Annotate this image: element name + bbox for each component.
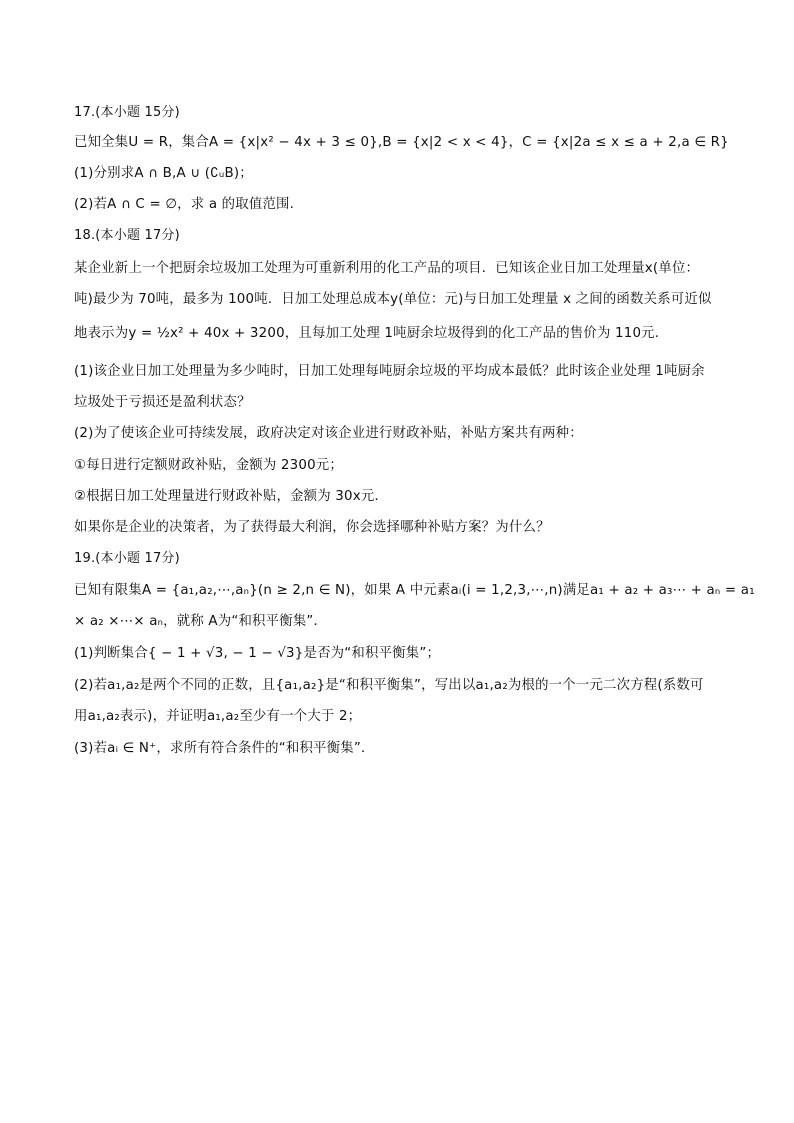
problem-18-header: 18.(本小题 17分) xyxy=(74,228,180,243)
problem-19-statement-line-1: 已知有限集A = {a₁,a₂,⋯,aₙ}(n ≥ 2,n ∈ N)，如果 A 中元素aᵢ(i = 1,2,3,⋯,n)满足a₁ + a₂ + a₃⋯ + aₙ = a₁ xyxy=(74,583,755,598)
problem-17-statement: 已知全集U = R，集合A = {x|x² − 4x + 3 ≤ 0},B = {x|2 < x < 4}，C = {x|2a ≤ x ≤ a + 2,a ∈ R} xyxy=(74,135,729,150)
problem-19-part-3: (3)若aᵢ ∈ N⁺，求所有符合条件的“和积平衡集”． xyxy=(74,741,375,756)
problem-18-statement-line-2: 吨)最少为 70吨，最多为 100吨．日加工处理总成本y(单位：元)与日加工处理量 x 之间的函数关系可近似 xyxy=(74,292,712,307)
problem-18-part-1-line-1: (1)该企业日加工处理量为多少吨时，日加工处理每吨厨余垃圾的平均成本最低？此时该企业处理 1吨厨余 xyxy=(74,364,705,379)
problem-18-option-1: ①每日进行定额财政补贴，金额为 2300元； xyxy=(74,458,343,473)
problem-18-statement-line-1: 某企业新上一个把厨余垃圾加工处理为可重新利用的化工产品的项目．已知该企业日加工处理量x(单位： xyxy=(74,261,700,276)
problem-18-option-2: ②根据日加工处理量进行财政补贴，金额为 30x元． xyxy=(74,489,389,504)
problem-19-part-2-line-1: (2)若a₁,a₂是两个不同的正数，且{a₁,a₂}是“和积平衡集”，写出以a₁,a₂为根的一个一元二次方程(系数可 xyxy=(74,678,704,693)
problem-19-part-1: (1)判断集合{ − 1 + √3, − 1 − √3}是否为“和积平衡集”； xyxy=(74,646,441,661)
problem-19-header: 19.(本小题 17分) xyxy=(74,551,180,566)
problem-18-question: 如果你是企业的决策者，为了获得最大利润，你会选择哪种补贴方案？为什么？ xyxy=(74,520,550,535)
problem-19-statement-line-2: × a₂ ×⋯× aₙ，就称 A为“和积平衡集”． xyxy=(74,614,328,629)
problem-17-part-1: (1)分别求A ∩ B,A ∪ (∁ᵤB)； xyxy=(74,166,253,181)
problem-18-part-1-line-2: 垃圾处于亏损还是盈利状态？ xyxy=(74,395,251,410)
problem-18-part-2: (2)为了使该企业可持续发展，政府决定对该企业进行财政补贴，补贴方案共有两种： xyxy=(74,426,583,441)
problem-19-part-2-line-2: 用a₁,a₂表示)，并证明a₁,a₂至少有一个大于 2； xyxy=(74,709,362,724)
problem-17-part-2: (2)若A ∩ C = ∅，求 a 的取值范围. xyxy=(74,197,295,212)
problem-18-statement-line-3: 地表示为y = ½x² + 40x + 3200，且每加工处理 1吨厨余垃圾得到的化工产品的售价为 110元． xyxy=(74,326,669,341)
problem-17-header: 17.(本小题 15分) xyxy=(74,105,180,120)
